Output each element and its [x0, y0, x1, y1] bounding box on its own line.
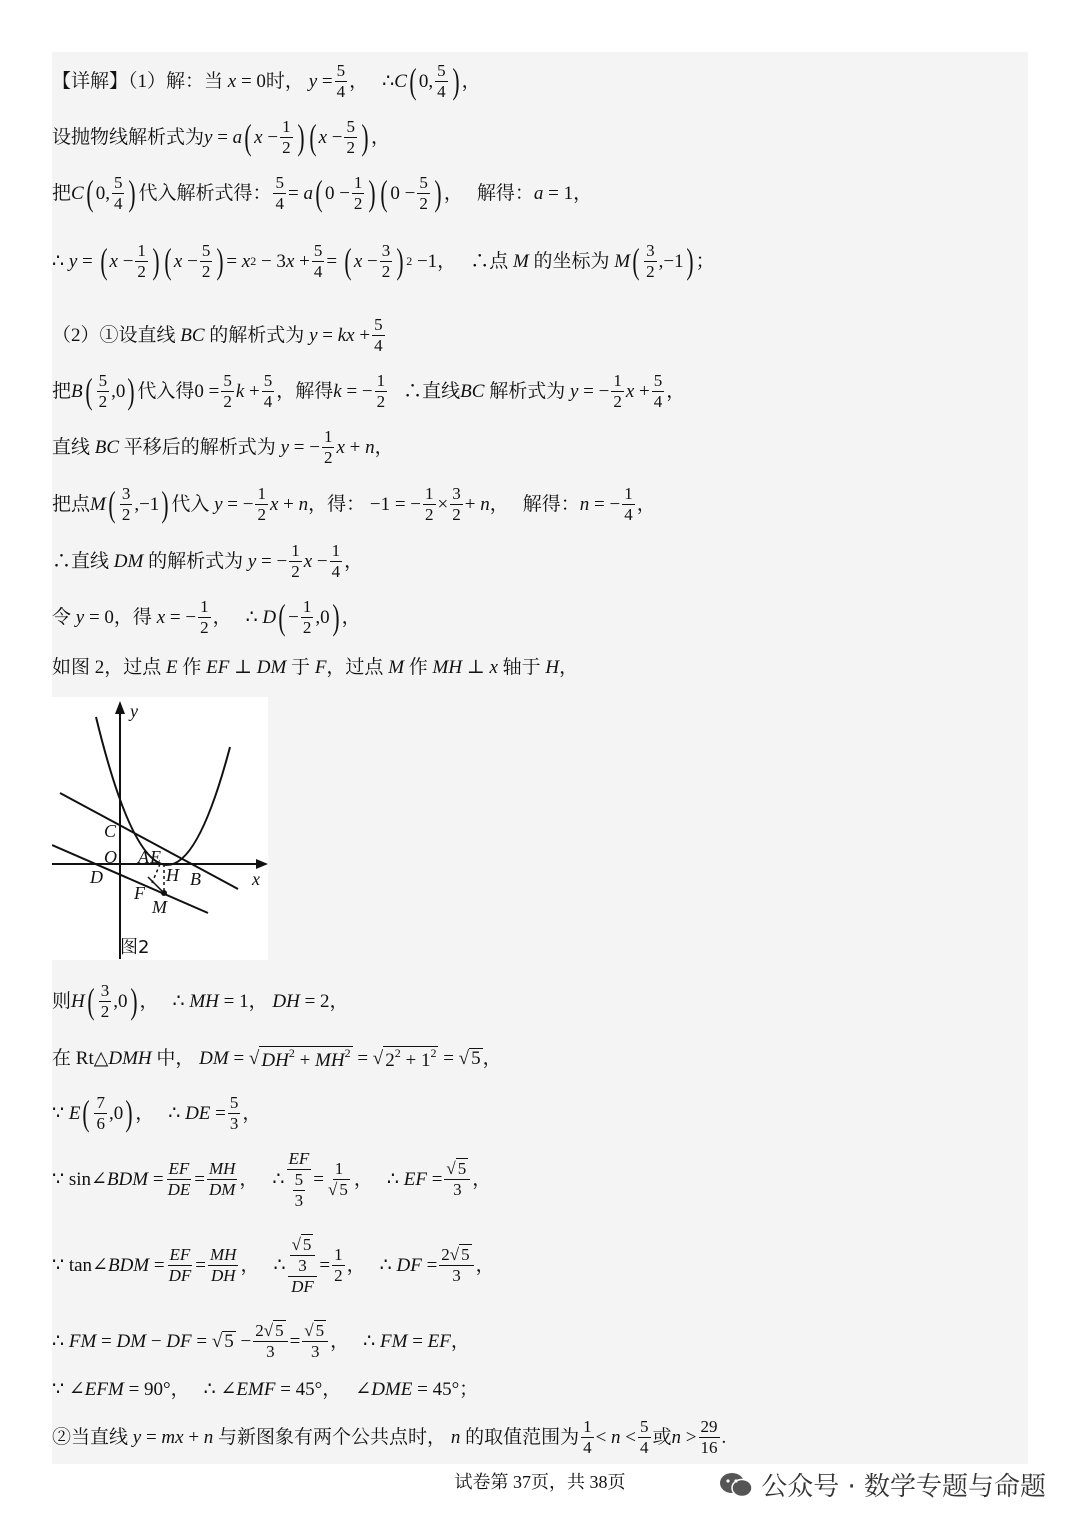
text: 轴于 [502, 657, 541, 678]
text-line: 直线 BC 平移后的解析式为 y = − $\frac{1}{2}$ x + n ， [52, 427, 394, 467]
label-y: y [130, 701, 138, 721]
text: 的取值范围为 [465, 1426, 580, 1448]
text: 作 [408, 657, 428, 678]
text: 中， [156, 1047, 195, 1069]
text: 代入得 [137, 380, 195, 402]
text-line: ∵ ∠ EFM = 90°， ∴ ∠ EMF = 45°， ∠ DME = 45°； [52, 1379, 479, 1400]
label-h: H [166, 865, 179, 885]
label-b: B [190, 869, 201, 889]
text: ∴直线 [52, 550, 110, 572]
text-line: ∵ sin∠ BDM = $\frac{EF}{DE}$ = $\frac{MH}{DM}$ ， ∴ $\frac{EF}{\frac{5}{3}}$ = $\frac{1}{√ 5}$ ， ∴ EF = $\frac{√ 5}{3}$ ， [52, 1149, 492, 1210]
text: 作 [182, 657, 202, 678]
text-line: 在 Rt△ DMH 中， DM = √ $DH^2 + MH^2$ = √ $2^2 + 1^2$ = √ 5 ， [52, 1046, 502, 1071]
point-m [161, 890, 167, 896]
text: ，过点 [326, 657, 384, 678]
text: 把 [52, 182, 72, 204]
text: 在 [52, 1047, 72, 1069]
text: 解析式为 [489, 380, 566, 402]
text-line: ∵ E ( $\frac{7}{6}$ ,0 ) ， ∴ DE = $\frac{5}{3}$ ， [52, 1093, 262, 1134]
text: ，得： [308, 493, 366, 515]
text-line: 把点 M ( $\frac{3}{2}$ ,−1 ) 代入 y = − $\frac{1}{2}$ x + n ，得： −1 = − $\frac{1}{2}$ × $\frac{3}{2}$ + n ， 解得： n = − $\frac{1}{4}$ ， [52, 484, 656, 525]
text-line: 【详解】（1）解：当 x = 0 时， y = $\frac{5}{4}$ ， ∴ C ( 0, $\frac{5}{4}$ ) ， [52, 61, 481, 102]
parabola [96, 717, 230, 865]
y-axis-arrow-icon [115, 701, 125, 714]
label-x: x [252, 869, 260, 889]
text: 的解析式为 [209, 324, 305, 346]
text-line: 设抛物线解析式为 y = a ( x − $\frac{1}{2}$ ) ( x − $\frac{5}{2}$ ) ， [52, 117, 390, 158]
label-d: D [90, 867, 103, 887]
watermark [719, 1466, 1046, 1503]
text-line: 把 B ( $\frac{5}{2}$ ,0 ) 代入得 0 = $\frac{5}{2}$ k + $\frac{5}{4}$ ，解得 k = − $\frac{1}{2}$ ∴直线 BC 解析式为 y = − $\frac{1}{2}$ x + $\frac{5}{4}$ ， [52, 371, 686, 412]
page-footer: 试卷第 37页，共 38页 [454, 1472, 626, 1492]
text: 令 [52, 606, 72, 628]
text-line: ∴ FM = DM − DF = √ 5 − $\frac{2√ 5}{3}$ = $\frac{√ 5}{3}$ ， ∴ FM = EF ， [52, 1321, 470, 1361]
text-line: （2）①设直线 BC 的解析式为 y = kx + $\frac{5}{4}$ [52, 315, 383, 355]
text: 的坐标为 [533, 250, 610, 272]
text-line: 如图 2，过点 E 作 EF ⊥ DM 于 F ，过点 M 作 MH ⊥ x 轴于 H ， [52, 657, 579, 678]
label-c: C [104, 821, 117, 841]
figure-caption: 图2 [120, 937, 150, 958]
text: ，解得 [276, 380, 334, 402]
text: 代入解析式得： [138, 182, 272, 204]
text: ∴点 [470, 250, 509, 272]
text: 于 [291, 657, 311, 678]
label-e: E [150, 847, 161, 867]
text: 则 [52, 990, 72, 1012]
graph-figure [52, 697, 268, 960]
text: 如图 2，过点 [52, 657, 162, 678]
text-line: ∴直线 DM 的解析式为 y = − $\frac{1}{2}$ x − $\frac{1}{4}$ ， [52, 541, 364, 581]
label-f: F [134, 883, 145, 903]
text: 或 [652, 1426, 672, 1448]
wechat-icon [719, 1471, 753, 1499]
label-a: A [138, 847, 149, 867]
x-axis-arrow-icon [256, 859, 268, 869]
text: 代入 [171, 493, 210, 515]
text-line: ②当直线 y = mx + n 与新图象有两个公共点时， n 的取值范围为 $\frac{1}{4}$ < n < $\frac{5}{4}$ 或 n > $\frac{29}{16}$ . [52, 1417, 727, 1457]
figure-2 [52, 697, 268, 960]
watermark-text: 公众号 · 数学专题与命题 [761, 1472, 1046, 1502]
text: （2）①设直线 [52, 324, 176, 346]
text: ，得 [113, 606, 152, 628]
text-line: ∴ y = ( x − $\frac{1}{2}$ ) ( x − $\frac{5}{2}$ ) = x 2 − 3 x + $\frac{5}{4}$ = ( x − $\frac{3}{2}$ ) 2 −1， ∴点 M 的坐标为 M ( $\frac{3}{2}$ ,−1 ) ； [52, 241, 715, 282]
text: 的解析式为 [148, 550, 244, 572]
text: 【详解】（1）解：当 [52, 70, 224, 92]
label-o: O [104, 847, 117, 867]
text: 与新图象有两个公共点时， [218, 1426, 447, 1448]
text: 直线 [52, 436, 91, 458]
text-line: 令 y = 0 ，得 x = − $\frac{1}{2}$ ， ∴ D ( − $\frac{1}{2}$ ,0 ) ， [52, 597, 361, 638]
text-line: ∵ tan∠ BDM = $\frac{EF}{DF}$ = $\frac{MH}{DH}$ ， ∴ $\frac{\frac{√ 5}{3}}{DF}$ = $\frac{1}{2}$ ， ∴ DF = $\frac{2√ 5}{3}$ ， [52, 1235, 495, 1296]
text: 解得： [522, 493, 580, 515]
text: 把 [52, 380, 72, 402]
text-line: 则 H ( $\frac{3}{2}$ ,0 ) ， ∴ MH = 1， DH = 2， [52, 981, 349, 1022]
text: 解得： [476, 182, 534, 204]
text: 设抛物线解析式为 [52, 126, 205, 148]
text: ②当直线 [52, 1426, 129, 1448]
text: 平移后的解析式为 [123, 436, 276, 458]
text: 把点 [52, 493, 91, 515]
label-m: M [152, 897, 167, 917]
text: ∴直线 [403, 380, 461, 402]
text: 时， [265, 70, 304, 92]
text-line: 把 C ( 0, $\frac{5}{4}$ ) 代入解析式得： $\frac{5}{4}$ = a ( 0 − $\frac{1}{2}$ ) ( 0 − $\frac{5}{2}$ ) ， 解得： a = 1， [52, 173, 593, 214]
